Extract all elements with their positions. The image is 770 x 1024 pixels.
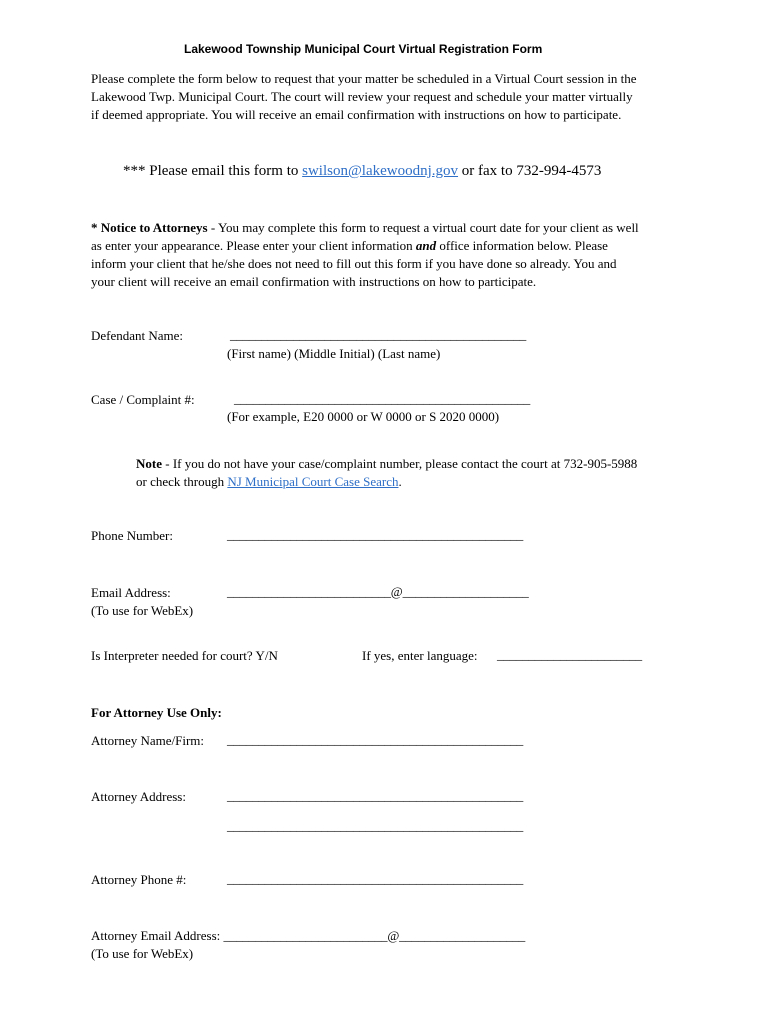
attorney-notice-line-2 [91, 237, 691, 255]
email-sub-label: (To use for WebEx) [91, 603, 194, 618]
defendant-name-field[interactable]: _______________________________________________ [230, 327, 527, 342]
attorney-address-field-1[interactable]: _______________________________________________ [227, 788, 524, 803]
interpreter-label: Is Interpreter needed for court? Y/N [91, 648, 278, 663]
attorney-notice-text-2a: as enter your appearance. Please enter your client information [91, 238, 416, 253]
defendant-name-hint: (First name) (Middle Initial) (Last name) [227, 346, 441, 361]
attorney-email-label: Attorney Email Address: [91, 928, 224, 943]
attorney-section-heading: For Attorney Use Only: [91, 705, 222, 720]
case-number-field[interactable]: _______________________________________________ [234, 391, 531, 406]
intro-line-3: if deemed appropriate. You will receive an email confirmation with instructions on how to participate. [91, 107, 622, 122]
case-number-hint: (For example, E20 0000 or W 0000 or S 2020 0000) [227, 409, 500, 424]
attorney-notice-line-1 [91, 219, 691, 237]
attorney-address-label: Attorney Address: [91, 789, 186, 804]
attorney-notice-line-3: inform your client that he/she does not need to fill out this form if you have done so already. You and [91, 256, 617, 271]
email-notice-prefix: *** Please email this form to [123, 163, 303, 179]
attorney-notice-line-4: your client will receive an email confirmation with instructions on how to participate. [91, 274, 537, 289]
attorney-phone-label: Attorney Phone #: [91, 872, 187, 887]
attorney-phone-field[interactable]: _______________________________________________ [227, 871, 524, 886]
case-note-prefix: or check through [136, 474, 228, 489]
email-link[interactable]: swilson@lakewoodnj.gov [302, 163, 459, 179]
language-label: If yes, enter language: [362, 648, 478, 663]
case-note-line-2 [136, 473, 637, 491]
case-number-label: Case / Complaint #: [91, 392, 195, 407]
attorney-email-row [91, 928, 525, 944]
intro-line-2: Lakewood Twp. Municipal Court. The court will review your request and schedule your matter virtually [91, 89, 633, 104]
case-note [136, 455, 637, 491]
attorney-notice-text-1: - You may complete this form to request a virtual court date for your client as well [207, 220, 639, 235]
attorney-name-label: Attorney Name/Firm: [91, 733, 205, 748]
email-notice [123, 163, 601, 180]
attorney-email-sub-label: (To use for WebEx) [91, 946, 194, 961]
case-search-link[interactable]: NJ Municipal Court Case Search [227, 474, 399, 489]
attorney-notice-text-2b: office information below. Please [436, 238, 608, 253]
intro-line-1: Please complete the form below to request that your matter be scheduled in a Virtual Court session in the [91, 71, 637, 86]
attorney-address-field-2[interactable]: _______________________________________________ [227, 818, 524, 833]
attorney-notice-emphasis: and [415, 238, 437, 253]
email-notice-suffix: or fax to 732-994-4573 [458, 163, 602, 179]
attorney-notice [91, 219, 691, 291]
case-note-line-1 [136, 455, 637, 473]
intro-paragraph [91, 70, 691, 124]
language-field[interactable]: _______________________ [497, 647, 642, 662]
case-note-heading: Note [136, 456, 162, 471]
phone-label: Phone Number: [91, 528, 173, 543]
attorney-name-field[interactable]: _______________________________________________ [227, 732, 524, 747]
form-title: Lakewood Township Municipal Court Virtual Registration Form [184, 42, 543, 56]
case-note-suffix: . [398, 474, 402, 489]
email-label: Email Address: [91, 585, 171, 600]
defendant-name-label: Defendant Name: [91, 328, 184, 343]
attorney-notice-heading: * Notice to Attorneys [91, 220, 208, 235]
case-note-text: - If you do not have your case/complaint number, please contact the court at 732-905-5988 [162, 456, 638, 471]
email-field[interactable]: __________________________@____________________ [227, 584, 529, 599]
phone-field[interactable]: _______________________________________________ [227, 527, 524, 542]
attorney-email-field[interactable]: __________________________@____________________ [223, 928, 526, 943]
